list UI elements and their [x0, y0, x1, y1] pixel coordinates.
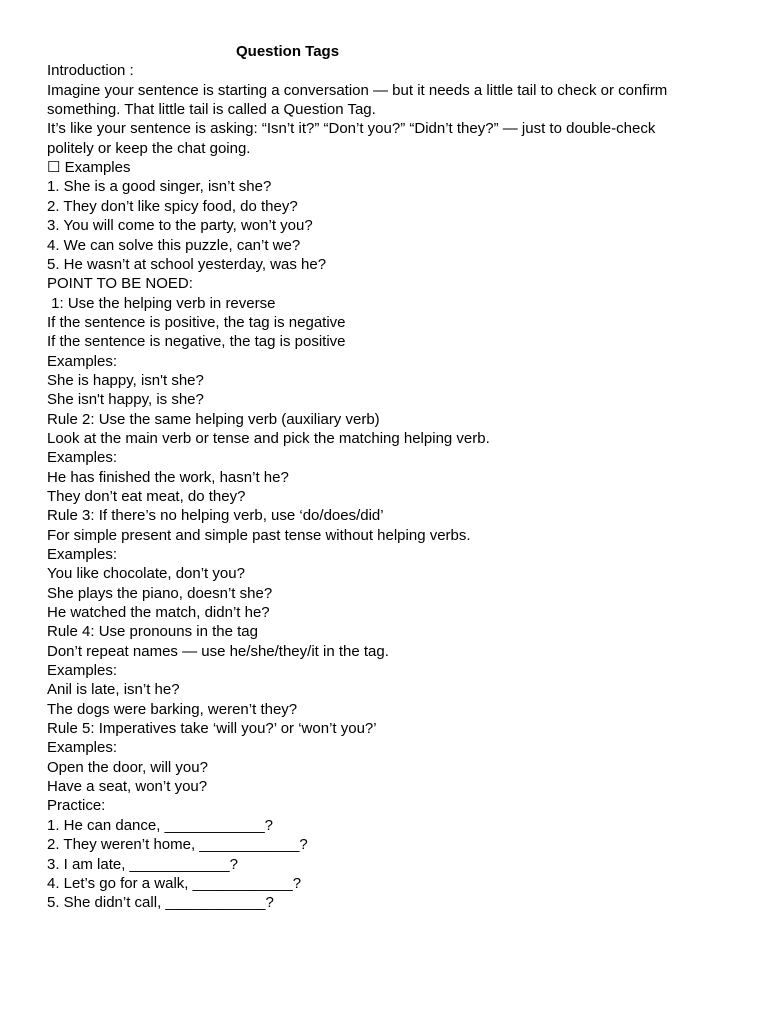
examples-label: Examples: [47, 739, 118, 757]
document-page [47, 42, 737, 913]
intro-text-line: Imagine your sentence is starting a conversation — but it needs a little tail to check or confirm [47, 81, 668, 99]
rule-heading: Rule 5: Imperatives take ‘will you?’ or ‘won’t you?’ [47, 720, 377, 738]
practice-item: 3. I am late, ____________? [47, 855, 238, 873]
practice-item: 2. They weren’t home, ____________? [47, 836, 308, 854]
examples-heading: ☐ Examples [47, 159, 131, 177]
points-heading: POINT TO BE NOED: [47, 275, 193, 293]
examples-label: Examples: [47, 352, 118, 370]
practice-item: 1. He can dance, ____________? [47, 816, 274, 834]
examples-label: Examples: [47, 662, 118, 680]
rule-text: If the sentence is positive, the tag is negative [47, 313, 346, 331]
rule-text: Look at the main verb or tense and pick the matching helping verb. [47, 429, 490, 447]
rule-text: If the sentence is negative, the tag is positive [47, 333, 346, 351]
document-body [47, 61, 737, 912]
example-sentence: Anil is late, isn’t he? [47, 681, 180, 699]
example-item: 3. You will come to the party, won’t you? [47, 217, 313, 235]
example-sentence: Have a seat, won’t you? [47, 778, 208, 796]
intro-label: Introduction : [47, 62, 134, 80]
practice-item: 5. She didn’t call, ____________? [47, 894, 274, 912]
example-sentence: He has finished the work, hasn’t he? [47, 468, 289, 486]
example-item: 5. He wasn’t at school yesterday, was he? [47, 255, 327, 273]
example-sentence: You like chocolate, don’t you? [47, 565, 245, 583]
example-item: 2. They don’t like spicy food, do they? [47, 197, 298, 215]
practice-item: 4. Let’s go for a walk, ____________? [47, 874, 302, 892]
example-item: 1. She is a good singer, isn’t she? [47, 178, 272, 196]
rule-heading: Rule 3: If there’s no helping verb, use ‘do/does/did’ [47, 507, 384, 525]
practice-heading: Practice: [47, 797, 106, 815]
intro-text-line: It’s like your sentence is asking: “Isn’t it?” “Don’t you?” “Didn’t they?” — just to double-check [47, 120, 656, 138]
example-sentence: They don’t eat meat, do they? [47, 487, 246, 505]
example-sentence: She is happy, isn't she? [47, 371, 204, 389]
examples-label: Examples: [47, 449, 118, 467]
example-sentence: Open the door, will you? [47, 758, 208, 776]
rule-heading: 1: Use the helping verb in reverse [47, 294, 276, 312]
example-sentence: She plays the piano, doesn’t she? [47, 584, 273, 602]
rule-heading: Rule 2: Use the same helping verb (auxiliary verb) [47, 410, 380, 428]
example-sentence: The dogs were barking, weren’t they? [47, 700, 298, 718]
example-sentence: He watched the match, didn’t he? [47, 604, 270, 622]
rule-text: For simple present and simple past tense without helping verbs. [47, 526, 471, 544]
examples-label: Examples: [47, 546, 118, 563]
example-item: 4. We can solve this puzzle, can’t we? [47, 236, 301, 254]
rule-text: Don’t repeat names — use he/she/they/it in the tag. [47, 642, 389, 660]
document-title: Question Tags [236, 43, 340, 60]
intro-text-line: something. That little tail is called a Question Tag. [47, 101, 376, 119]
rule-heading: Rule 4: Use pronouns in the tag [47, 623, 258, 641]
example-sentence: She isn't happy, is she? [47, 391, 204, 409]
intro-text-line: politely or keep the chat going. [47, 139, 251, 157]
